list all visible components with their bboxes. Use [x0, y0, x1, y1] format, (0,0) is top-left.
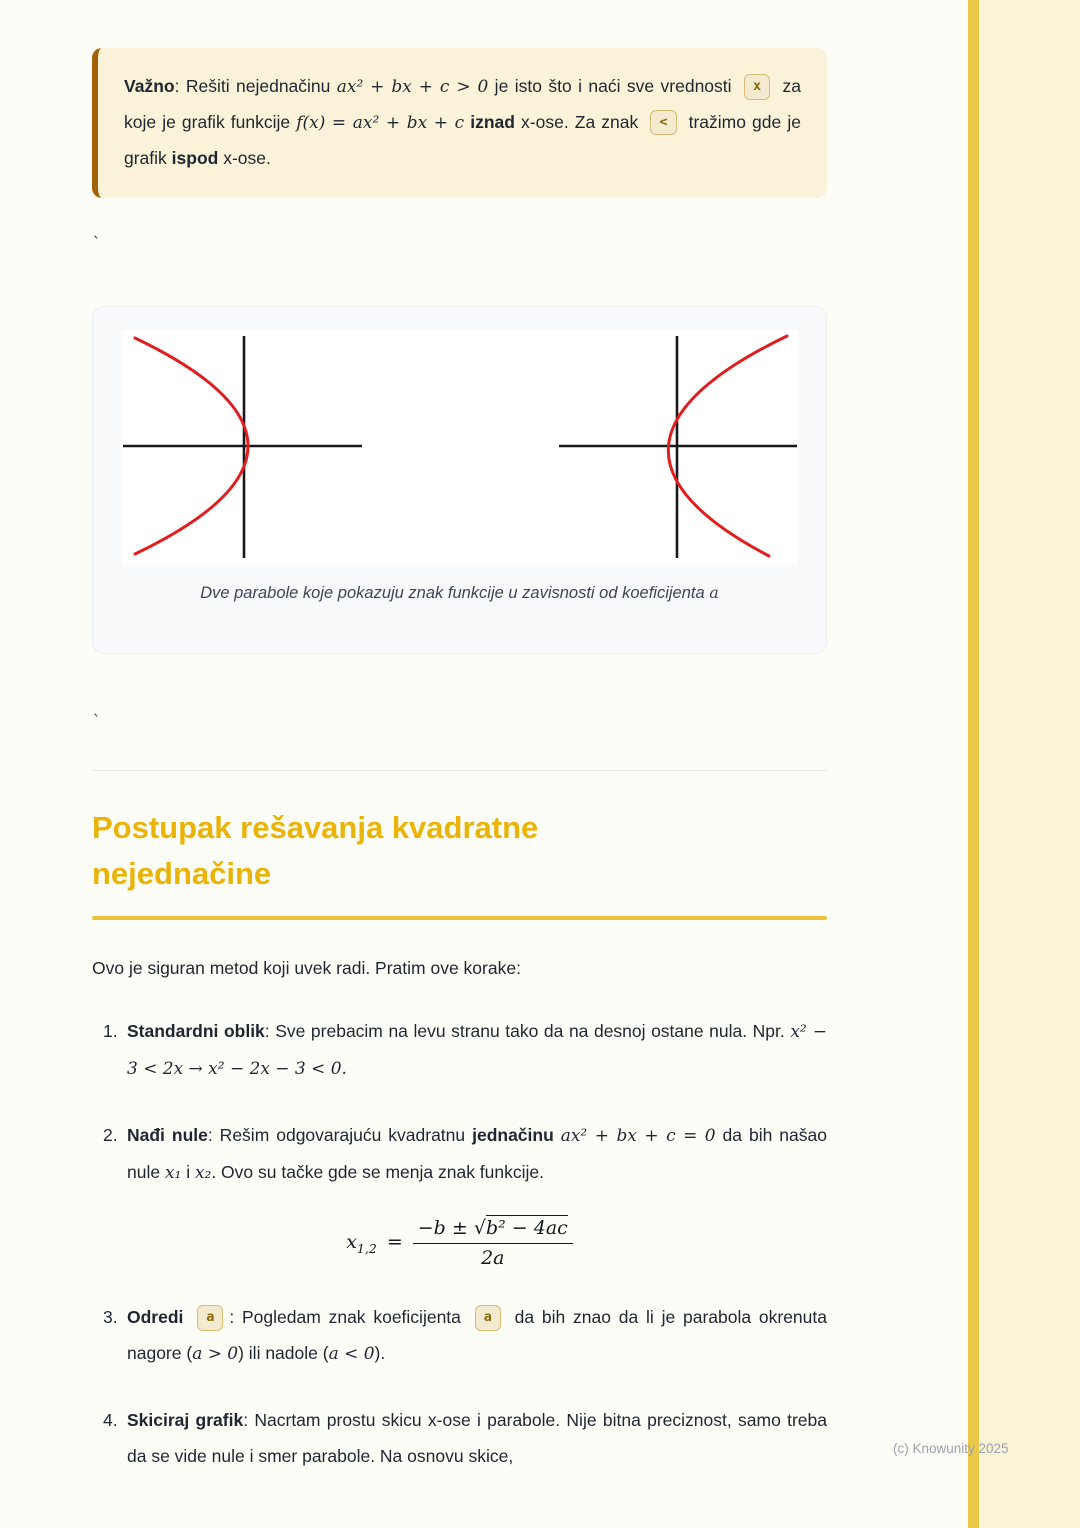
inline-code-badge: < [650, 110, 676, 136]
radical-sign: √ [473, 1217, 486, 1240]
steps-list [92, 1013, 827, 1474]
text-segment: Standardni oblik [127, 1021, 265, 1042]
copyright-credit: (c) Knowunity 2025 [893, 1441, 1009, 1456]
figure-caption [121, 583, 798, 603]
text-segment: . Ovo su tačke gde se menja znak funkcije. [211, 1162, 544, 1183]
text-segment: ispod [171, 147, 219, 168]
figure-card [92, 306, 827, 654]
inline-code-badge: a [197, 1305, 223, 1331]
step-text [127, 1013, 827, 1087]
step-item-1 [92, 1013, 827, 1087]
formula-lhs [346, 1231, 407, 1256]
stray-backtick-2: ` [92, 711, 102, 730]
text-segment: : Nacrtam prostu skicu x-ose i parabole. Nije bitna preciznost, samo treba da se vide nule i smer parabole. Na osnovu skice, [127, 1410, 827, 1467]
text-segment: : Rešiti nejednačinu [174, 76, 337, 96]
formula-numerator-prefix: −b ± [417, 1217, 474, 1240]
inline-code-badge: a [475, 1305, 501, 1331]
step-number: 4. [103, 1410, 118, 1431]
text-segment: Skiciraj grafik [127, 1410, 244, 1431]
text-segment: : Pogledam znak koeficijenta [229, 1307, 469, 1328]
text-segment: da bih našao nule [127, 1125, 827, 1183]
text-segment: x₁ [164, 1163, 182, 1184]
formula-equals: = [386, 1230, 403, 1253]
callout-text [124, 69, 801, 177]
step-number: 1. [103, 1021, 118, 1042]
step-item-2 [92, 1117, 827, 1191]
step-item-4 [92, 1402, 827, 1474]
section-heading: Postupak rešavanja kvadratne nejednačine [92, 809, 539, 892]
step-number: 3. [103, 1307, 118, 1328]
parabola-figure [121, 330, 798, 565]
formula-radicand: b² − 4ac [485, 1217, 568, 1240]
section-divider [92, 770, 827, 771]
inline-code-badge: x [744, 74, 770, 100]
text-segment: x₂ [194, 1163, 212, 1184]
parabolas-svg [121, 330, 798, 565]
important-callout [92, 48, 827, 198]
formula-variable: x [346, 1230, 357, 1253]
text-segment: x-ose. Za znak [514, 111, 645, 132]
step-text [127, 1117, 827, 1191]
step-item-3 [92, 1299, 827, 1372]
page-margin-area [979, 0, 1080, 1528]
text-segment: za koje je grafik funkcije [124, 76, 801, 132]
stray-backtick-1: ` [92, 233, 102, 252]
step-text [127, 1299, 827, 1372]
formula-numerator [413, 1217, 573, 1244]
heading-underline [92, 916, 827, 920]
page-margin-stripe [968, 0, 979, 1528]
text-segment: : Rešim odgovarajuću kvadratnu [207, 1125, 473, 1146]
text-segment: a < 0 [328, 1344, 375, 1365]
text-segment: : Sve prebacim na levu stranu tako da na desnoj ostane nula. Npr. [264, 1021, 791, 1042]
text-segment: Dve parabole koje pokazuju znak funkcije u zavisnosti od koeficijenta [200, 583, 710, 602]
text-segment: ax² + bx + c = 0 [560, 1126, 716, 1147]
text-segment: Odredi [127, 1307, 184, 1328]
text-segment: f(x) = ax² + bx + c [296, 112, 465, 133]
text-segment: tražimo gde je grafik [124, 111, 801, 168]
text-segment: Važno [124, 76, 175, 96]
text-segment: ). [374, 1343, 386, 1364]
formula-subscript: 1,2 [356, 1240, 377, 1256]
text-segment: x² − 3 < 2x → x² − 2x − 3 < 0. [127, 1022, 828, 1080]
text-segment: da bih znao da li je parabola okrenuta nagore ( [127, 1307, 827, 1364]
step-number: 2. [103, 1125, 118, 1146]
text-segment: jednačinu [472, 1125, 554, 1146]
step-text [127, 1402, 827, 1474]
text-segment [554, 1125, 561, 1145]
text-segment: ax² + bx + c > 0 [336, 77, 489, 97]
text-segment: ) ili nadole ( [238, 1343, 329, 1364]
intro-paragraph: Ovo je siguran metod koji uvek radi. Pratim ove korake: [92, 957, 521, 978]
text-segment: a > 0 [192, 1344, 239, 1365]
text-segment [183, 1307, 191, 1327]
text-segment: i [181, 1162, 195, 1183]
text-segment: a [709, 582, 719, 602]
text-segment: je isto što i naći sve vrednosti [488, 76, 738, 96]
text-segment: Nađi nule [127, 1125, 208, 1146]
text-segment: x-ose. [218, 147, 271, 168]
content-column [92, 0, 827, 1474]
quadratic-formula [92, 1217, 827, 1269]
formula-fraction [413, 1217, 573, 1269]
formula-denominator: 2a [481, 1247, 505, 1270]
text-segment: iznad [470, 111, 515, 132]
